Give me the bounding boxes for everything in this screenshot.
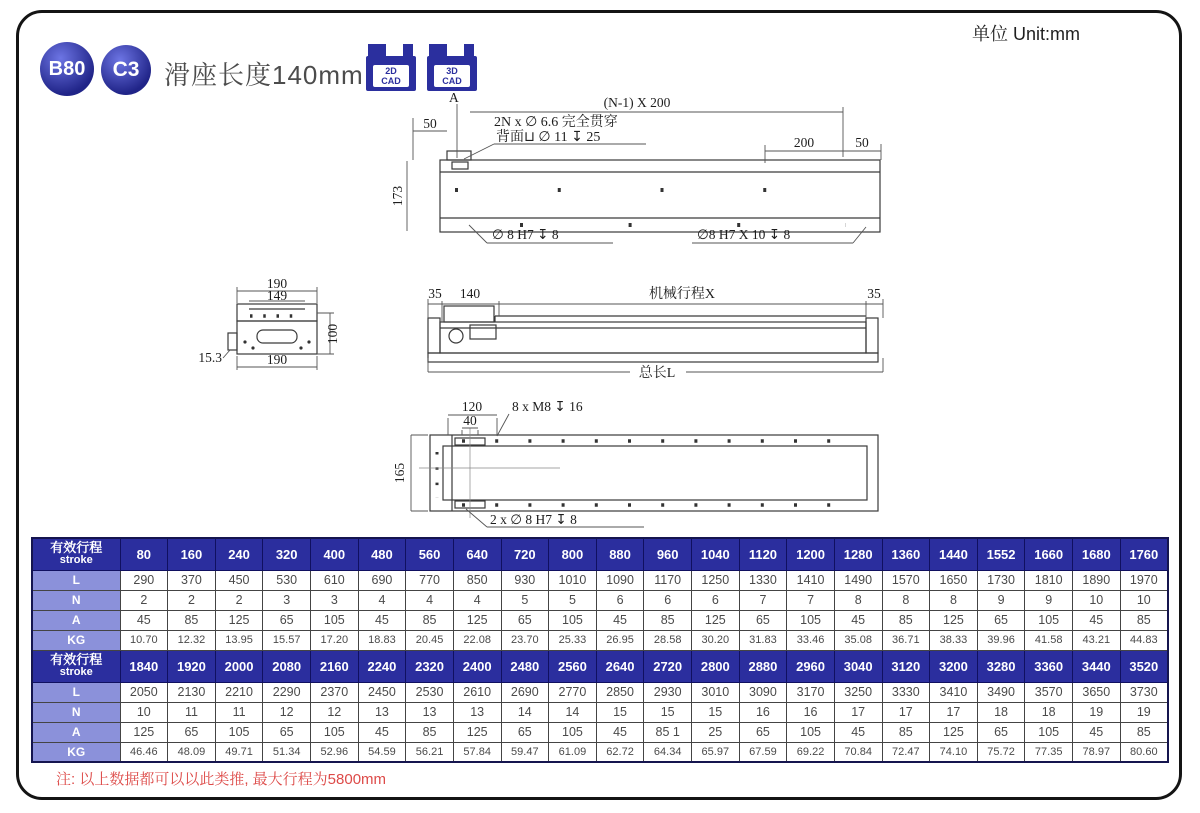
spec-value-cell: 2050 — [120, 682, 168, 702]
spec-value-cell: 65 — [263, 722, 311, 742]
spec-value-cell: 72.47 — [882, 742, 930, 762]
stroke-value-cell: 1200 — [787, 538, 835, 570]
stroke-corner-en: stroke — [59, 666, 93, 678]
spec-value-cell: 85 — [882, 722, 930, 742]
stroke-corner-en: stroke — [59, 554, 93, 567]
spec-value-cell: 1570 — [882, 570, 930, 590]
spec-value-cell: 290 — [120, 570, 168, 590]
spec-value-cell: 10.70 — [120, 630, 168, 650]
spec-value-cell: 85 — [1120, 722, 1168, 742]
stroke-value-cell: 160 — [168, 538, 216, 570]
spec-value-cell: 8 — [930, 590, 978, 610]
spec-value-cell: 65 — [739, 610, 787, 630]
spec-value-cell: 125 — [453, 610, 501, 630]
cad-3d-label-bottom: CAD — [442, 76, 462, 86]
dim-120: 120 — [461, 399, 483, 414]
spec-value-cell: 18.83 — [358, 630, 406, 650]
dim-15-3: 15.3 — [198, 350, 222, 365]
cad-3d-button[interactable] — [427, 44, 477, 91]
total-length-label: 总长L — [638, 366, 676, 381]
spec-row-a-2 — [32, 722, 1168, 742]
spec-table-body — [32, 538, 1168, 762]
stroke-value-cell: 2080 — [263, 650, 311, 682]
spec-value-cell: 45 — [358, 722, 406, 742]
spec-value-cell: 45 — [834, 722, 882, 742]
spec-value-cell: 85 — [406, 610, 454, 630]
spec-value-cell: 14 — [549, 702, 597, 722]
spec-value-cell: 11 — [168, 702, 216, 722]
spec-value-cell: 3090 — [739, 682, 787, 702]
spec-value-cell: 23.70 — [501, 630, 549, 650]
spec-value-cell: 13 — [453, 702, 501, 722]
spec-value-cell: 3410 — [930, 682, 978, 702]
spec-value-cell: 19 — [1073, 702, 1121, 722]
spec-value-cell: 770 — [406, 570, 454, 590]
row-label-cell: A — [32, 610, 120, 630]
stroke-value-cell: 560 — [406, 538, 454, 570]
spec-value-cell: 85 — [406, 722, 454, 742]
unit-label: 单位 Unit:mm — [972, 24, 1080, 44]
spec-value-cell: 85 1 — [644, 722, 692, 742]
stroke-value-cell: 960 — [644, 538, 692, 570]
spec-table-wrap — [31, 537, 1169, 763]
spec-value-cell: 2 — [168, 590, 216, 610]
spec-value-cell: 65 — [977, 722, 1025, 742]
spec-value-cell: 4 — [406, 590, 454, 610]
stroke-value-cell: 400 — [311, 538, 359, 570]
stroke-value-cell: 3040 — [834, 650, 882, 682]
spec-value-cell: 33.46 — [787, 630, 835, 650]
spec-value-cell: 65 — [263, 610, 311, 630]
stroke-value-cell: 3440 — [1073, 650, 1121, 682]
stroke-value-cell: 1660 — [1025, 538, 1073, 570]
dim-190-bottom: 190 — [266, 352, 288, 367]
spec-value-cell: 45 — [834, 610, 882, 630]
spec-value-cell: 1730 — [977, 570, 1025, 590]
dim-165: 165 — [392, 462, 407, 484]
footnote: 注: 以上数据都可以以此类推, 最大行程为5800mm — [56, 771, 387, 788]
spec-value-cell: 1490 — [834, 570, 882, 590]
spec-value-cell: 2610 — [453, 682, 501, 702]
spec-value-cell: 41.58 — [1025, 630, 1073, 650]
spec-value-cell: 125 — [930, 610, 978, 630]
spec-value-cell: 11 — [215, 702, 263, 722]
dim-35-right: 35 — [867, 286, 881, 301]
stroke-corner-cell — [32, 538, 120, 570]
type-badge — [101, 45, 151, 95]
stroke-value-cell: 2560 — [549, 650, 597, 682]
stroke-value-cell: 2480 — [501, 650, 549, 682]
dim-40: 40 — [463, 413, 477, 428]
spec-value-cell: 610 — [311, 570, 359, 590]
spec-value-cell: 105 — [1025, 610, 1073, 630]
spec-value-cell: 125 — [453, 722, 501, 742]
spec-value-cell: 2 — [120, 590, 168, 610]
spec-value-cell: 2930 — [644, 682, 692, 702]
spec-value-cell: 65 — [501, 610, 549, 630]
spec-value-cell: 45 — [358, 610, 406, 630]
spec-value-cell: 370 — [168, 570, 216, 590]
spec-value-cell: 49.71 — [215, 742, 263, 762]
spec-value-cell: 2770 — [549, 682, 597, 702]
spec-value-cell: 17 — [930, 702, 978, 722]
hole-note-line2: 背面⊔ ∅ 11 ↧ 25 — [496, 130, 601, 145]
hole-callout-right: ∅8 H7 X 10 ↧ 8 — [697, 227, 791, 242]
spec-value-cell: 52.96 — [311, 742, 359, 762]
spec-value-cell: 16 — [739, 702, 787, 722]
spec-value-cell: 36.71 — [882, 630, 930, 650]
spec-value-cell: 8 — [834, 590, 882, 610]
spec-value-cell: 2530 — [406, 682, 454, 702]
row-label-cell: KG — [32, 742, 120, 762]
dim-149: 149 — [266, 288, 288, 303]
spec-value-cell: 13 — [406, 702, 454, 722]
dim-a: A — [449, 90, 459, 105]
spec-value-cell: 530 — [263, 570, 311, 590]
spec-value-cell: 105 — [311, 610, 359, 630]
spec-row-kg-1 — [32, 630, 1168, 650]
stroke-value-cell: 640 — [453, 538, 501, 570]
spec-value-cell: 9 — [977, 590, 1025, 610]
spec-value-cell: 105 — [787, 722, 835, 742]
row-label-cell: N — [32, 702, 120, 722]
spec-value-cell: 10 — [1120, 590, 1168, 610]
spec-value-cell: 19 — [1120, 702, 1168, 722]
spec-value-cell: 45 — [120, 610, 168, 630]
spec-value-cell: 61.09 — [549, 742, 597, 762]
cad-2d-label-top: 2D — [385, 66, 397, 76]
spec-value-cell: 35.08 — [834, 630, 882, 650]
spec-value-cell: 14 — [501, 702, 549, 722]
spec-value-cell: 930 — [501, 570, 549, 590]
spec-value-cell: 17 — [834, 702, 882, 722]
spec-value-cell: 2850 — [596, 682, 644, 702]
dim-35-left: 35 — [428, 286, 442, 301]
spec-value-cell: 3330 — [882, 682, 930, 702]
spec-value-cell: 105 — [549, 610, 597, 630]
spec-value-cell: 15 — [692, 702, 740, 722]
spec-value-cell: 3 — [311, 590, 359, 610]
stroke-header-row-1 — [32, 538, 1168, 570]
stroke-value-cell: 240 — [215, 538, 263, 570]
spec-value-cell: 1410 — [787, 570, 835, 590]
stroke-value-cell: 3120 — [882, 650, 930, 682]
spec-value-cell: 10 — [120, 702, 168, 722]
hole-callout-left: ∅ 8 H7 ↧ 8 — [492, 227, 559, 242]
spec-value-cell: 7 — [787, 590, 835, 610]
spec-value-cell: 125 — [930, 722, 978, 742]
spec-value-cell: 59.47 — [501, 742, 549, 762]
spec-value-cell: 67.59 — [739, 742, 787, 762]
spec-value-cell: 75.72 — [977, 742, 1025, 762]
spec-value-cell: 17 — [882, 702, 930, 722]
row-label-cell: KG — [32, 630, 120, 650]
stroke-value-cell: 1680 — [1073, 538, 1121, 570]
spec-value-cell: 85 — [882, 610, 930, 630]
spec-value-cell: 69.22 — [787, 742, 835, 762]
spec-value-cell: 2290 — [263, 682, 311, 702]
stroke-value-cell: 2160 — [311, 650, 359, 682]
spec-value-cell: 8 — [882, 590, 930, 610]
spec-value-cell: 15 — [644, 702, 692, 722]
spec-value-cell: 3650 — [1073, 682, 1121, 702]
spec-value-cell: 48.09 — [168, 742, 216, 762]
spec-value-cell: 4 — [453, 590, 501, 610]
spec-value-cell: 3250 — [834, 682, 882, 702]
stroke-value-cell: 1840 — [120, 650, 168, 682]
spec-value-cell: 70.84 — [834, 742, 882, 762]
spec-row-a-1 — [32, 610, 1168, 630]
spec-value-cell: 125 — [692, 610, 740, 630]
spec-value-cell: 1250 — [692, 570, 740, 590]
dim-100: 100 — [325, 323, 340, 345]
row-label-cell: L — [32, 570, 120, 590]
spec-value-cell: 3 — [263, 590, 311, 610]
spec-value-cell: 85 — [644, 610, 692, 630]
spec-value-cell: 1650 — [930, 570, 978, 590]
spec-value-cell: 25 — [692, 722, 740, 742]
dim-140: 140 — [459, 286, 481, 301]
spec-value-cell: 44.83 — [1120, 630, 1168, 650]
cad-3d-label-top: 3D — [446, 66, 458, 76]
spec-value-cell: 16 — [787, 702, 835, 722]
spec-value-cell: 1170 — [644, 570, 692, 590]
page-title: 滑座长度140mm — [164, 60, 364, 90]
spec-value-cell: 3570 — [1025, 682, 1073, 702]
spec-value-cell: 26.95 — [596, 630, 644, 650]
spec-value-cell: 12 — [263, 702, 311, 722]
spec-value-cell: 25.33 — [549, 630, 597, 650]
stroke-value-cell: 2400 — [453, 650, 501, 682]
spec-value-cell: 15.57 — [263, 630, 311, 650]
cad-2d-label — [373, 65, 409, 87]
stroke-value-cell: 1920 — [168, 650, 216, 682]
spec-value-cell: 1090 — [596, 570, 644, 590]
spec-value-cell: 4 — [358, 590, 406, 610]
spec-value-cell: 5 — [501, 590, 549, 610]
spec-value-cell: 62.72 — [596, 742, 644, 762]
stroke-value-cell: 720 — [501, 538, 549, 570]
stroke-value-cell: 1360 — [882, 538, 930, 570]
spec-value-cell: 56.21 — [406, 742, 454, 762]
spec-value-cell: 45 — [596, 610, 644, 630]
spec-value-cell: 31.83 — [739, 630, 787, 650]
spec-value-cell: 3490 — [977, 682, 1025, 702]
spec-value-cell: 45 — [596, 722, 644, 742]
stroke-value-cell: 2960 — [787, 650, 835, 682]
stroke-corner-cn: 有效行程 — [50, 540, 103, 556]
stroke-value-cell: 2000 — [215, 650, 263, 682]
spec-value-cell: 105 — [311, 722, 359, 742]
stroke-value-cell: 1280 — [834, 538, 882, 570]
spec-value-cell: 85 — [1120, 610, 1168, 630]
stroke-value-cell: 1040 — [692, 538, 740, 570]
spec-value-cell: 6 — [644, 590, 692, 610]
model-badge — [40, 42, 94, 96]
dim-50-right: 50 — [855, 135, 869, 150]
stroke-value-cell: 480 — [358, 538, 406, 570]
spec-value-cell: 64.34 — [644, 742, 692, 762]
spec-value-cell: 1330 — [739, 570, 787, 590]
stroke-corner-cell — [32, 650, 120, 682]
spec-value-cell: 15 — [596, 702, 644, 722]
stroke-value-cell: 1760 — [1120, 538, 1168, 570]
spec-value-cell: 51.34 — [263, 742, 311, 762]
stroke-value-cell: 3520 — [1120, 650, 1168, 682]
spec-value-cell: 77.35 — [1025, 742, 1073, 762]
stroke-value-cell: 2640 — [596, 650, 644, 682]
spec-value-cell: 65.97 — [692, 742, 740, 762]
spec-value-cell: 6 — [692, 590, 740, 610]
spec-value-cell: 1970 — [1120, 570, 1168, 590]
stroke-value-cell: 3360 — [1025, 650, 1073, 682]
stroke-value-cell: 880 — [596, 538, 644, 570]
stroke-value-cell: 1440 — [930, 538, 978, 570]
spec-value-cell: 65 — [977, 610, 1025, 630]
stroke-dimension-label: 机械行程X — [648, 287, 716, 302]
spec-value-cell: 7 — [739, 590, 787, 610]
dim-200: 200 — [793, 135, 815, 150]
spec-value-cell: 39.96 — [977, 630, 1025, 650]
spec-value-cell: 10 — [1073, 590, 1121, 610]
spec-row-n-1 — [32, 590, 1168, 610]
dim-pitch: (N-1) X 200 — [603, 95, 671, 110]
spec-value-cell: 450 — [215, 570, 263, 590]
spec-value-cell: 3730 — [1120, 682, 1168, 702]
spec-value-cell: 28.58 — [644, 630, 692, 650]
spec-value-cell: 54.59 — [358, 742, 406, 762]
cad-2d-button[interactable] — [366, 44, 416, 91]
spec-value-cell: 2690 — [501, 682, 549, 702]
spec-value-cell: 125 — [215, 610, 263, 630]
hole-note-line1: 2N x ∅ 6.6 完全贯穿 — [494, 115, 618, 130]
stroke-value-cell: 3200 — [930, 650, 978, 682]
spec-value-cell: 38.33 — [930, 630, 978, 650]
spec-value-cell: 105 — [1025, 722, 1073, 742]
pin-hole-callout: 2 x ∅ 8 H7 ↧ 8 — [490, 512, 577, 527]
type-badge-label: C3 — [112, 58, 140, 81]
stroke-value-cell: 80 — [120, 538, 168, 570]
spec-row-kg-2 — [32, 742, 1168, 762]
spec-value-cell: 20.45 — [406, 630, 454, 650]
thread-callout: 8 x M8 ↧ 16 — [512, 399, 583, 414]
spec-value-cell: 850 — [453, 570, 501, 590]
spec-value-cell: 17.20 — [311, 630, 359, 650]
stroke-value-cell: 2800 — [692, 650, 740, 682]
spec-value-cell: 13 — [358, 702, 406, 722]
stroke-value-cell: 2320 — [406, 650, 454, 682]
cad-2d-label-bottom: CAD — [381, 76, 401, 86]
spec-value-cell: 2370 — [311, 682, 359, 702]
stroke-value-cell: 1552 — [977, 538, 1025, 570]
dim-173: 173 — [390, 185, 405, 207]
stroke-value-cell: 2880 — [739, 650, 787, 682]
spec-value-cell: 18 — [1025, 702, 1073, 722]
spec-value-cell: 5 — [549, 590, 597, 610]
spec-value-cell: 85 — [168, 610, 216, 630]
spec-value-cell: 18 — [977, 702, 1025, 722]
stroke-value-cell: 320 — [263, 538, 311, 570]
spec-value-cell: 65 — [501, 722, 549, 742]
dim-190-top: 190 — [266, 276, 288, 291]
spec-value-cell: 2130 — [168, 682, 216, 702]
spec-value-cell: 80.60 — [1120, 742, 1168, 762]
dim-50-left: 50 — [423, 116, 437, 131]
spec-value-cell: 46.46 — [120, 742, 168, 762]
spec-value-cell: 22.08 — [453, 630, 501, 650]
row-label-cell: N — [32, 590, 120, 610]
spec-value-cell: 57.84 — [453, 742, 501, 762]
spec-value-cell: 690 — [358, 570, 406, 590]
row-label-cell: A — [32, 722, 120, 742]
stroke-corner-cn: 有效行程 — [50, 652, 103, 667]
spec-value-cell: 65 — [739, 722, 787, 742]
spec-value-cell: 78.97 — [1073, 742, 1121, 762]
spec-value-cell: 6 — [596, 590, 644, 610]
spec-value-cell: 45 — [1073, 610, 1121, 630]
stroke-value-cell: 1120 — [739, 538, 787, 570]
spec-value-cell: 43.21 — [1073, 630, 1121, 650]
spec-value-cell: 125 — [120, 722, 168, 742]
spec-row-l-2 — [32, 682, 1168, 702]
spec-row-l-1 — [32, 570, 1168, 590]
model-badge-label: B80 — [48, 57, 86, 80]
cad-3d-label — [434, 65, 470, 87]
spec-value-cell: 105 — [215, 722, 263, 742]
stroke-value-cell: 800 — [549, 538, 597, 570]
stroke-header-row-2 — [32, 650, 1168, 682]
spec-value-cell: 2450 — [358, 682, 406, 702]
spec-value-cell: 2 — [215, 590, 263, 610]
spec-value-cell: 13.95 — [215, 630, 263, 650]
spec-value-cell: 30.20 — [692, 630, 740, 650]
spec-table — [31, 537, 1169, 763]
spec-value-cell: 3010 — [692, 682, 740, 702]
spec-value-cell: 9 — [1025, 590, 1073, 610]
spec-value-cell: 65 — [168, 722, 216, 742]
spec-value-cell: 3170 — [787, 682, 835, 702]
spec-value-cell: 1810 — [1025, 570, 1073, 590]
spec-value-cell: 105 — [787, 610, 835, 630]
spec-value-cell: 12.32 — [168, 630, 216, 650]
stroke-value-cell: 3280 — [977, 650, 1025, 682]
spec-value-cell: 105 — [549, 722, 597, 742]
spec-row-n-2 — [32, 702, 1168, 722]
spec-value-cell: 1010 — [549, 570, 597, 590]
spec-value-cell: 74.10 — [930, 742, 978, 762]
stroke-value-cell: 2720 — [644, 650, 692, 682]
row-label-cell: L — [32, 682, 120, 702]
stroke-value-cell: 2240 — [358, 650, 406, 682]
spec-value-cell: 1890 — [1073, 570, 1121, 590]
spec-value-cell: 45 — [1073, 722, 1121, 742]
spec-value-cell: 12 — [311, 702, 359, 722]
spec-value-cell: 2210 — [215, 682, 263, 702]
